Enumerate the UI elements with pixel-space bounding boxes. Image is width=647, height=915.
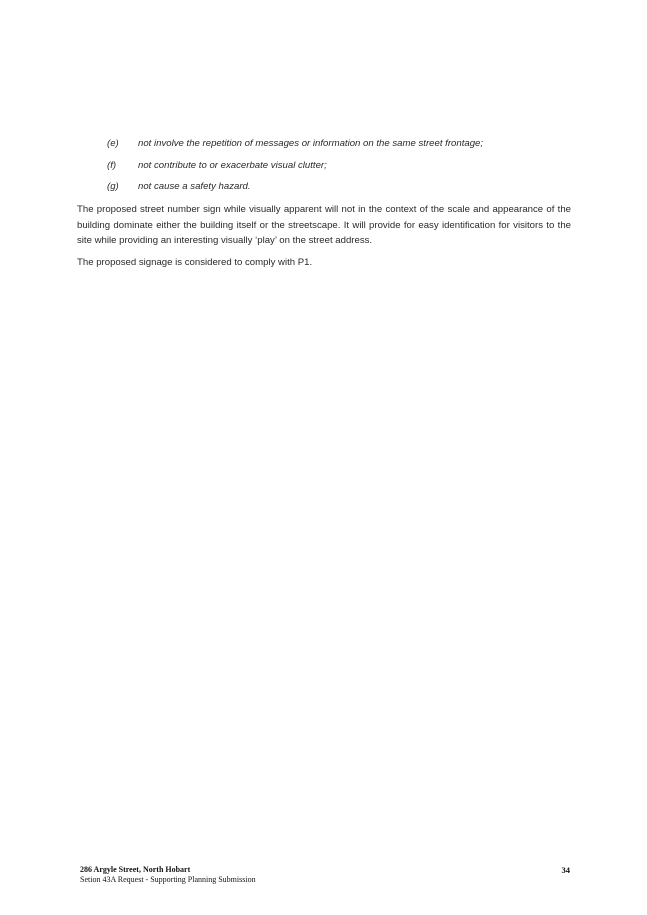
footer-address: 286 Argyle Street, North Hobart bbox=[80, 865, 191, 874]
criteria-list bbox=[107, 137, 577, 202]
criteria-item-g bbox=[107, 180, 577, 202]
criteria-marker: (f) bbox=[107, 159, 117, 171]
page-number: 34 bbox=[561, 865, 570, 875]
criteria-marker: (e) bbox=[107, 138, 119, 149]
criteria-item-e bbox=[107, 137, 577, 159]
assessment-paragraph: The proposed street number sign while visually apparent will not in the context of the scale and appearance of the building dominate either the building itself or the streetscape. It will provide for easy identification for visitors to the site while providing an interesting visually ‘play’ on the street address. bbox=[77, 204, 571, 247]
criteria-marker: (g) bbox=[107, 181, 119, 192]
footer-document-title: Setion 43A Request - Supporting Planning Submission bbox=[80, 875, 256, 884]
page-footer bbox=[80, 865, 256, 885]
conclusion-paragraph: The proposed signage is considered to comply with P1. bbox=[77, 257, 313, 268]
criteria-item-f bbox=[107, 159, 577, 181]
criteria-text: not contribute to or exacerbate visual clutter; bbox=[138, 159, 327, 171]
criteria-text: not cause a safety hazard. bbox=[138, 181, 251, 192]
criteria-text: not involve the repetition of messages or information on the same street frontage; bbox=[138, 138, 484, 149]
